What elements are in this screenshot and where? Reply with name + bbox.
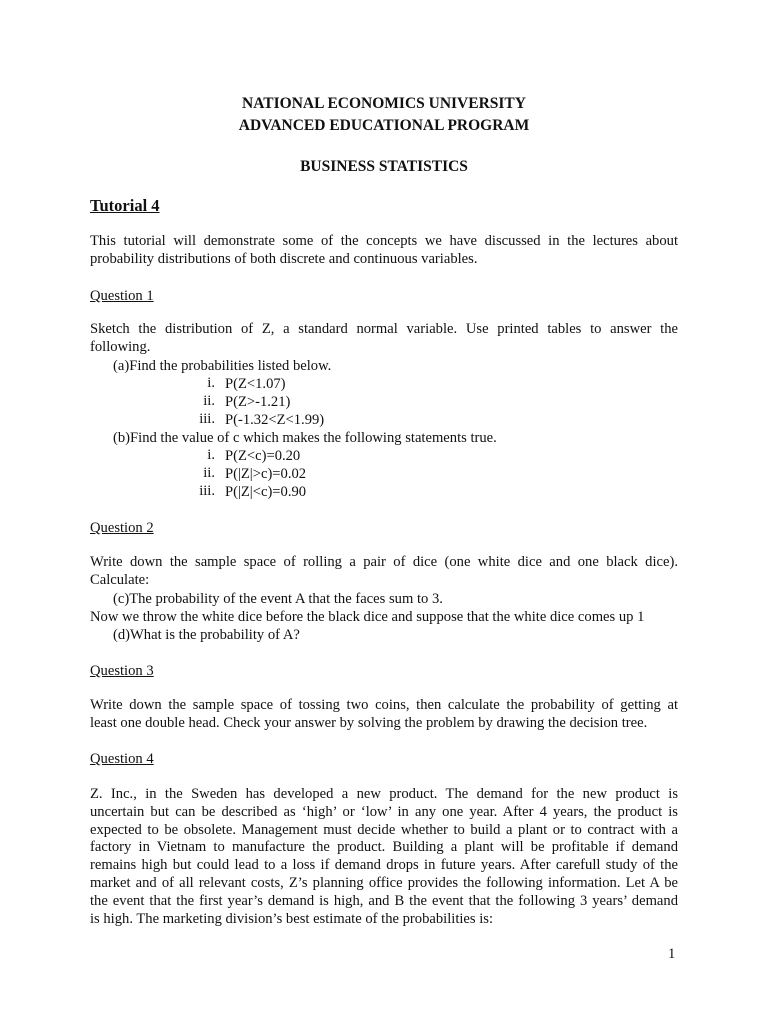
question-2-body <box>90 554 678 590</box>
intro-line: probability distributions of both discrete and continuous variables. <box>90 250 478 267</box>
q4-line: remains high but could lead to a loss if demand drops in future years. After carefull study of the <box>90 857 678 874</box>
list-item: P(|Z|<c)=0.90 <box>225 484 307 500</box>
q2-part-c: (c)The probability of the event A that the faces sum to 3. <box>113 591 443 607</box>
q1-part-b: (b)Find the value of c which makes the following statements true. <box>113 430 497 446</box>
q1-line: following. <box>90 338 151 355</box>
university-name: NATIONAL ECONOMICS UNIVERSITY <box>242 95 526 112</box>
question-3-heading: Question 3 <box>90 663 154 679</box>
q1-part-a: (a)Find the probabilities listed below. <box>113 358 332 374</box>
course-title: BUSINESS STATISTICS <box>300 158 468 175</box>
question-4-body <box>90 786 678 928</box>
intro-paragraph <box>90 233 678 269</box>
list-number: iii. <box>199 411 215 427</box>
list-number: iii. <box>199 483 215 499</box>
list-number: ii. <box>203 465 215 481</box>
q4-line: is high. The marketing division’s best estimate of the probabilities is: <box>90 910 494 927</box>
list-number: i. <box>207 447 215 463</box>
q1-line: Sketch the distribution of Z, a standard normal variable. Use printed tables to answer the <box>90 321 678 337</box>
q2-line: Calculate: <box>90 571 150 588</box>
q2-part-d: (d)What is the probability of A? <box>113 627 300 643</box>
tutorial-title: Tutorial 4 <box>90 196 160 215</box>
question-3-body <box>90 697 678 733</box>
list-item: P(Z<1.07) <box>225 376 286 392</box>
page-number: 1 <box>668 946 676 962</box>
q4-line: Z. Inc., in the Sweden has developed a new product. The demand for the new product is <box>90 786 678 802</box>
list-item: P(Z<c)=0.20 <box>225 448 301 464</box>
q4-line: the event that the first year’s demand is high, and B the event that the following 3 years’ demand <box>90 892 678 909</box>
q4-line: expected to be obsolete. Management must decide whether to build a plant or to contract with a <box>90 821 678 838</box>
q3-line: Write down the sample space of tossing two coins, then calculate the probability of getting at <box>90 697 678 713</box>
question-1-heading: Question 1 <box>90 288 154 304</box>
list-item: P(-1.32<Z<1.99) <box>225 412 325 428</box>
q4-line: market and of all relevant costs, Z’s planning office provides the following information. Let A be <box>90 874 678 891</box>
list-item: P(Z>-1.21) <box>225 394 291 410</box>
q2-line: Write down the sample space of rolling a pair of dice (one white dice and one black dice). <box>90 554 678 570</box>
program-name: ADVANCED EDUCATIONAL PROGRAM <box>238 117 530 134</box>
list-item: P(|Z|>c)=0.02 <box>225 466 307 482</box>
q2-line: Now we throw the white dice before the black dice and suppose that the white dice comes up 1 <box>90 609 645 625</box>
intro-line: This tutorial will demonstrate some of the concepts we have discussed in the lectures about <box>90 233 678 249</box>
question-1-body <box>90 321 678 357</box>
list-number: i. <box>207 375 215 391</box>
question-4-heading: Question 4 <box>90 751 154 767</box>
q4-line: uncertain but can be described as ‘high’ or ‘low’ in any one year. After 4 years, the product is <box>90 803 678 820</box>
q3-line: least one double head. Check your answer by solving the problem by drawing the decision tree. <box>90 714 648 731</box>
question-2-heading: Question 2 <box>90 520 154 536</box>
list-number: ii. <box>203 393 215 409</box>
q4-line: factory in Vietnam to manufacture the product. Building a plant will be profitable if demand <box>90 839 678 856</box>
